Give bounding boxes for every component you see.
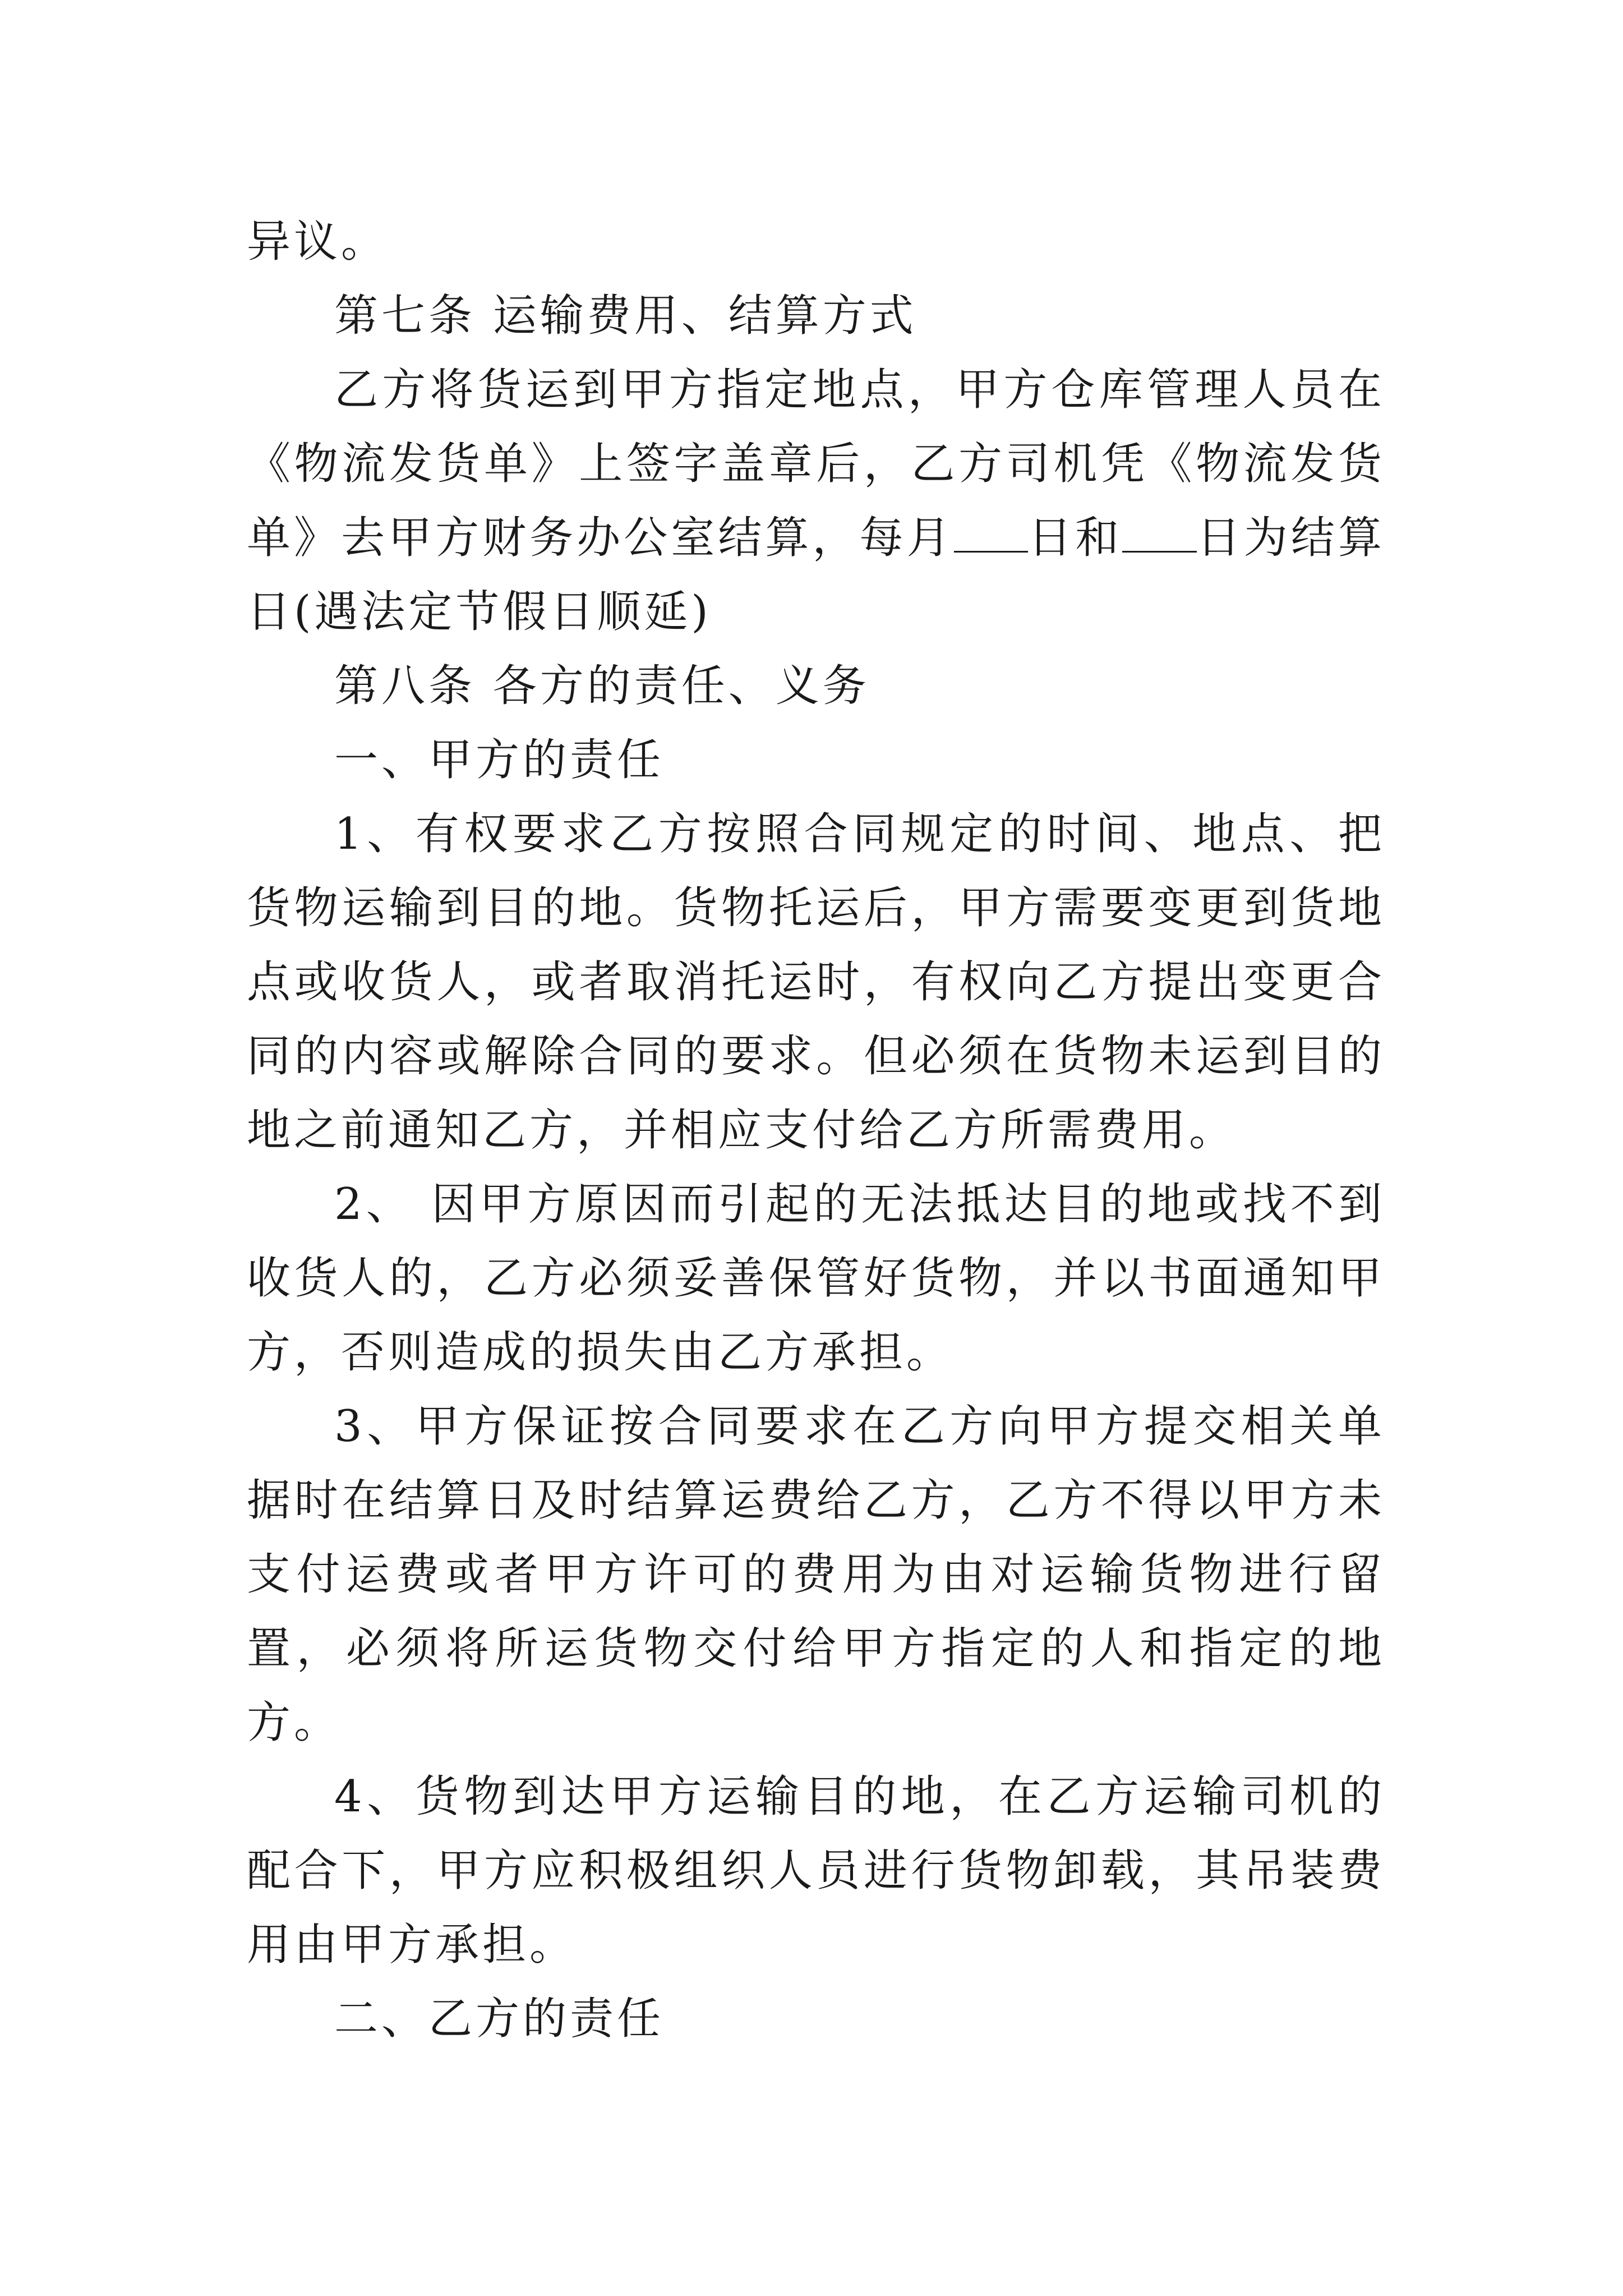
- article-7-text-2: 日和: [1028, 513, 1123, 563]
- article-7-paragraph: [247, 353, 1385, 649]
- clause-3: 3、甲方保证按合同要求在乙方向甲方提交相关单据时在结算日及时结算运费给乙方，乙方不得以甲方未支付运费或者甲方许可的费用为由对运输货物进行留置，必须将所运货物交付给甲方指定的人和指定的地方。: [247, 1401, 1385, 1748]
- blank-field-day-2: [1122, 512, 1197, 553]
- article-7-text-3: 日为结算日(遇法定节假日顺延): [247, 513, 1385, 637]
- party-b-responsibility-heading: 二、乙方的责任: [334, 1994, 665, 2044]
- article-8-heading: 第八条 各方的责任、义务: [334, 661, 870, 711]
- document-body: [247, 205, 1385, 2056]
- clause-2: 2、 因甲方原因而引起的无法抵达目的地或找不到收货人的，乙方必须妥善保管好货物，并以书面通知甲方，否则造成的损失由乙方承担。: [247, 1179, 1385, 1378]
- clause-4: 4、货物到达甲方运输目的地，在乙方运输司机的配合下，甲方应积极组织人员进行货物卸载，其吊装费用由甲方承担。: [247, 1772, 1385, 1970]
- blank-field-day-1: [954, 512, 1029, 553]
- party-a-responsibility-heading: 一、甲方的责任: [334, 735, 665, 785]
- article-7-text-1: 乙方将货运到甲方指定地点，甲方仓库管理人员在《物流发货单》上签字盖章后，乙方司机凭《物流发货单》去甲方财务办公室结算，每月: [247, 365, 1385, 563]
- article-7-heading: 第七条 运输费用、结算方式: [334, 291, 917, 341]
- clause-1: 1、有权要求乙方按照合同规定的时间、地点、把货物运输到目的地。货物托运后，甲方需要变更到货地点或收货人，或者取消托运时，有权向乙方提出变更合同的内容或解除合同的要求。但必须在货物未运到目的地之前通知乙方，并相应支付给乙方所需费用。: [247, 809, 1385, 1156]
- paragraph-continuation: 异议。: [247, 217, 389, 267]
